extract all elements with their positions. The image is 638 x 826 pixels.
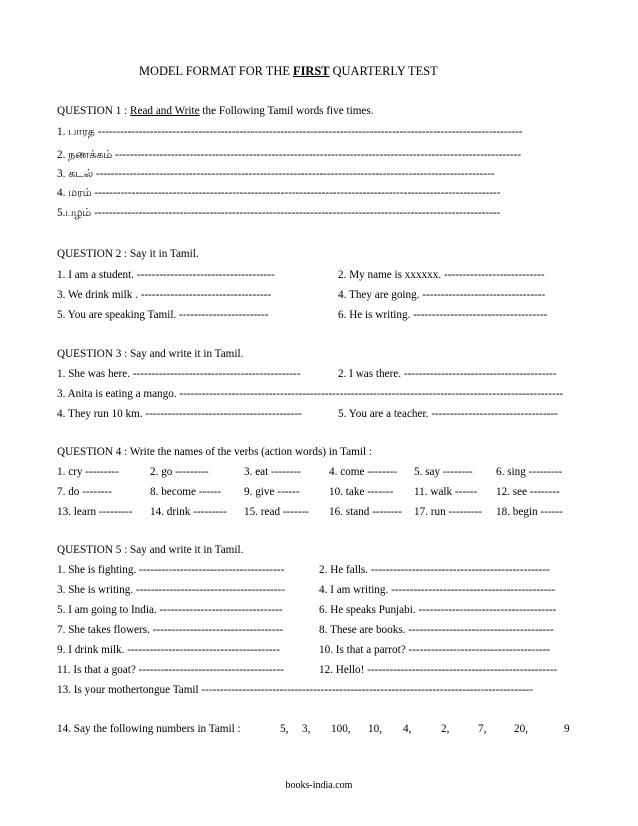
q14-number: 5, <box>280 723 289 735</box>
question-2-heading: QUESTION 2 : Say it in Tamil. <box>57 248 199 260</box>
q4-verb: 9. give ------ <box>244 486 300 498</box>
q4-verb: 13. learn --------- <box>57 506 133 518</box>
q1-tamil-word: பழம் <box>65 206 92 219</box>
q4-verb: 14. drink --------- <box>150 506 227 518</box>
q14-number: 9 <box>564 723 570 735</box>
q5-item: 2. He falls. ------------------------------------------------ <box>319 564 550 576</box>
q4-verb: 4. come -------- <box>329 466 398 478</box>
q4-verb: 1. cry --------- <box>57 466 119 478</box>
title-prefix: MODEL FORMAT FOR THE <box>139 64 293 78</box>
q4-verb: 5. say -------- <box>414 466 473 478</box>
q1-answer-line: ------------------------------------------------------------------------------------------------------------- <box>94 187 501 199</box>
q2-item: 6. He is writing. ------------------------------------ <box>338 309 548 321</box>
q5-item: 4. I am writing. -------------------------------------------- <box>319 584 556 596</box>
question-1-label: QUESTION 1 : <box>57 105 131 117</box>
q3-item: 4. They run 10 km. ------------------------------------------ <box>57 408 302 420</box>
q1-tamil-word: கடல் <box>68 167 94 180</box>
q4-verb: 17. run --------- <box>414 506 483 518</box>
q14-number: 4, <box>403 723 412 735</box>
q5-item: 11. Is that a goat? --------------------------------------- <box>57 664 284 676</box>
q1-item-number: 4. <box>57 187 69 199</box>
q3-item: 5. You are a teacher. ---------------------------------- <box>338 408 558 420</box>
question-1-instruction-rest: the Following Tamil words five times. <box>199 105 374 117</box>
question-14-heading: 14. Say the following numbers in Tamil : <box>57 723 241 735</box>
footer-source: books-india.com <box>285 780 353 791</box>
q14-number: 10, <box>368 723 382 735</box>
q5-item: 13. Is your mothertongue Tamil ----------------------------------------------------------------------------------------- <box>57 684 533 696</box>
q2-item: 5. You are speaking Tamil. ------------------------ <box>57 309 269 321</box>
q2-item: 2. My name is xxxxxx. --------------------------- <box>338 269 545 281</box>
q1-item-5 <box>57 207 500 219</box>
q14-number: 20, <box>514 723 528 735</box>
q1-item-3 <box>57 168 495 180</box>
q1-item-number: 5. <box>57 207 66 219</box>
q1-item-number: 2. <box>57 149 69 161</box>
q14-number: 7, <box>478 723 487 735</box>
q5-item: 8. These are books. --------------------------------------- <box>319 624 554 636</box>
q1-item-number: 3. <box>57 168 69 180</box>
q5-item: 1. She is fighting. --------------------------------------- <box>57 564 285 576</box>
q1-answer-line: ------------------------------------------------------------------------------------------------------------- <box>94 207 501 219</box>
q5-item: 5. I am going to India. --------------------------------- <box>57 604 283 616</box>
q1-answer-line: ----------------------------------------------------------------------------------------------------------- <box>95 168 495 180</box>
q4-verb: 11. walk ------ <box>414 486 478 498</box>
q5-item: 12. Hello! --------------------------------------------------- <box>319 664 558 676</box>
question-4-heading: QUESTION 4 : Write the names of the verbs (action words) in Tamil : <box>57 446 372 458</box>
q5-item: 6. He speaks Punjabi. ------------------------------------- <box>319 604 557 616</box>
q2-item: 1. I am a student. ------------------------------------- <box>57 269 275 281</box>
q3-item: 1. She was here. --------------------------------------------- <box>57 368 301 380</box>
q1-item-2 <box>57 149 521 161</box>
q5-item: 10. Is that a parrot? -------------------------------------- <box>319 644 551 656</box>
q3-item: 3. Anita is eating a mango. ------------------------------------------------------------------------------------------------------- <box>57 388 564 400</box>
q1-item-number: 1. <box>57 126 69 138</box>
q2-item: 4. They are going. --------------------------------- <box>338 289 546 301</box>
question-3-heading: QUESTION 3 : Say and write it in Tamil. <box>57 348 244 360</box>
q4-verb: 18. begin ------ <box>496 506 563 518</box>
q1-item-1 <box>57 126 522 138</box>
q14-number: 2, <box>441 723 450 735</box>
q4-verb: 15. read ------- <box>244 506 309 518</box>
question-5-heading: QUESTION 5 : Say and write it in Tamil. <box>57 544 244 556</box>
q2-item: 3. We drink milk . ----------------------------------- <box>57 289 272 301</box>
q1-tamil-word: நணக்கம் <box>68 148 113 161</box>
q4-verb: 6. sing --------- <box>496 466 563 478</box>
q4-verb: 3. eat -------- <box>244 466 301 478</box>
q1-tamil-word: பாரத <box>68 125 95 138</box>
question-1-heading <box>57 106 374 117</box>
q4-verb: 12. see -------- <box>496 486 560 498</box>
page-title <box>139 65 438 77</box>
q14-number: 100, <box>331 723 351 735</box>
q1-tamil-word: மரம் <box>68 186 92 199</box>
q1-item-4 <box>57 187 500 199</box>
question-1-instruction-underlined: Read and Write <box>130 105 200 117</box>
q1-answer-line: ------------------------------------------------------------------------------------------------------------------ <box>97 126 523 138</box>
q14-number: 3, <box>302 723 311 735</box>
q5-item: 3. She is writing. ---------------------------------------- <box>57 584 285 596</box>
q4-verb: 10. take ------- <box>329 486 394 498</box>
q5-item: 9. I drink milk. ----------------------------------------- <box>57 644 280 656</box>
q1-answer-line: ------------------------------------------------------------------------------------------------------------- <box>114 149 522 161</box>
q4-verb: 2. go --------- <box>150 466 209 478</box>
title-first-emphasis: FIRST <box>293 64 330 78</box>
title-suffix: QUARTERLY TEST <box>329 64 438 78</box>
q5-item: 7. She takes flowers. ----------------------------------- <box>57 624 284 636</box>
q4-verb: 7. do -------- <box>57 486 112 498</box>
q4-verb: 16. stand -------- <box>329 506 402 518</box>
q3-item: 2. I was there. ----------------------------------------- <box>338 368 557 380</box>
q4-verb: 8. become ------ <box>150 486 222 498</box>
